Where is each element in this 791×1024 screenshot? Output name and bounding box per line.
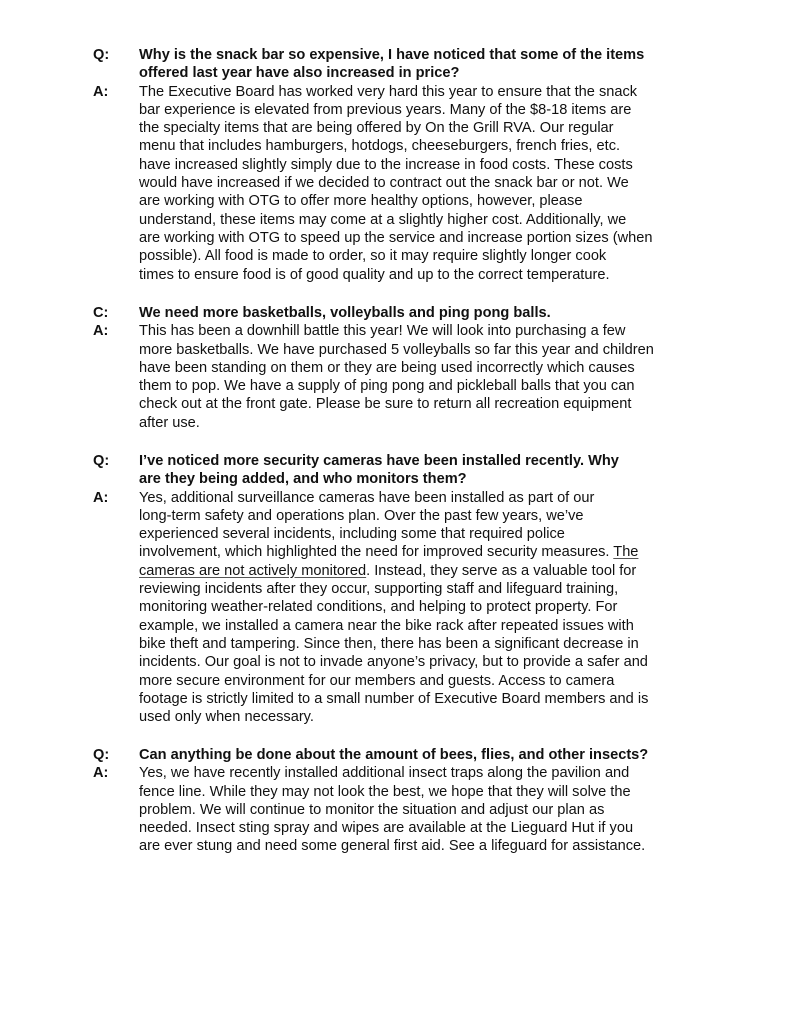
answer-fragment: . Instead, they serve as a valuable tool for	[366, 562, 637, 579]
faq-item-security-cameras	[93, 452, 713, 726]
answer-line: long-term safety and operations plan. Over the past few years, we’ve	[139, 507, 584, 524]
answer-line: possible). All food is made to order, so it may require slightly longer cook	[139, 248, 607, 265]
question-line: Can anything be done about the amount of bees, flies, and other insects?	[139, 747, 649, 763]
answer-line: have been standing on them or they are being used incorrectly which causes	[139, 359, 635, 376]
answer-line: monitoring weather-related conditions, and helping to protect property. For	[139, 599, 618, 616]
answer-line: Yes, we have recently installed additional insect traps along the pavilion and	[139, 765, 630, 782]
question-label: Q:	[93, 47, 110, 63]
answer-line: example, we installed a camera near the bike rack after repeated issues with	[139, 617, 634, 634]
answer-text	[139, 83, 713, 284]
question-line: Why is the snack bar so expensive, I have noticed that some of the items	[139, 47, 645, 63]
comment-row	[93, 304, 713, 322]
question-line: I’ve noticed more security cameras have been installed recently. Why	[139, 453, 619, 469]
faq-item-insects	[93, 746, 713, 856]
answer-label: A:	[93, 323, 109, 340]
question-label: Q:	[93, 747, 110, 763]
answer-line: would have increased if we decided to contract out the snack bar or not. We	[139, 175, 629, 192]
faq-item-sports-balls	[93, 304, 713, 432]
answer-label: A:	[93, 83, 109, 100]
question-text	[139, 46, 713, 83]
answer-fragment: involvement, which highlighted the need for improved security measures.	[139, 544, 614, 561]
comment-line: We need more basketballs, volleyballs and ping pong balls.	[139, 305, 551, 321]
answer-line	[139, 543, 713, 561]
question-label: Q:	[93, 453, 110, 469]
answer-line: are working with OTG to speed up the service and increase portion sizes (when	[139, 229, 653, 246]
underlined-emphasis: The	[613, 544, 639, 561]
answer-row	[93, 764, 713, 855]
answer-line: used only when necessary.	[139, 709, 314, 726]
question-text	[139, 452, 713, 489]
answer-text	[139, 322, 713, 432]
faq-item-snack-bar	[93, 46, 713, 284]
question-line: are they being added, and who monitors them?	[139, 471, 467, 488]
answer-line: needed. Insect sting spray and wipes are available at the Lieguard Hut if you	[139, 820, 634, 837]
question-line: offered last year have also increased in price?	[139, 65, 460, 82]
answer-line: are ever stung and need some general first aid. See a lifeguard for assistance.	[139, 838, 646, 855]
question-row	[93, 46, 713, 83]
underlined-emphasis: cameras are not actively monitored	[139, 562, 367, 579]
answer-label: A:	[93, 489, 109, 506]
answer-line: fence line. While they may not look the best, we hope that they will solve the	[139, 783, 631, 800]
answer-line: after use.	[139, 414, 200, 431]
comment-text	[139, 304, 713, 322]
answer-label: A:	[93, 765, 109, 782]
answer-line: menu that includes hamburgers, hotdogs, cheeseburgers, french fries, etc.	[139, 138, 621, 155]
answer-line: reviewing incidents after they occur, supporting staff and lifeguard training,	[139, 581, 619, 598]
answer-line: check out at the front gate. Please be sure to return all recreation equipment	[139, 396, 632, 413]
answer-text	[139, 764, 713, 855]
answer-line: experienced several incidents, including some that required police	[139, 526, 565, 543]
answer-row	[93, 489, 713, 727]
answer-line: The Executive Board has worked very hard this year to ensure that the snack	[139, 83, 638, 100]
question-row	[93, 452, 713, 489]
answer-line	[139, 562, 713, 580]
answer-line: more secure environment for our members and guests. Access to camera	[139, 672, 615, 689]
answer-line: bar experience is elevated from previous years. Many of the $8-18 items are	[139, 101, 632, 118]
comment-label: C:	[93, 305, 109, 321]
answer-text	[139, 489, 713, 727]
answer-line: This has been a downhill battle this year! We will look into purchasing a few	[139, 323, 626, 340]
answer-line: bike theft and tampering. Since then, there has been a significant decrease in	[139, 635, 639, 652]
question-row	[93, 746, 713, 764]
answer-line: times to ensure food is of good quality and up to the correct temperature.	[139, 266, 610, 283]
answer-line: Yes, additional surveillance cameras have been installed as part of our	[139, 489, 595, 506]
answer-line: problem. We will continue to monitor the situation and adjust our plan as	[139, 801, 605, 818]
answer-row	[93, 83, 713, 284]
answer-line: the specialty items that are being offered by On the Grill RVA. Our regular	[139, 120, 614, 137]
answer-line: have increased slightly simply due to the increase in food costs. These costs	[139, 156, 633, 173]
answer-line: more basketballs. We have purchased 5 volleyballs so far this year and children	[139, 341, 654, 358]
answer-line: them to pop. We have a supply of ping pong and pickleball balls that you can	[139, 378, 635, 395]
answer-line: incidents. Our goal is not to invade anyone’s privacy, but to provide a safer and	[139, 654, 648, 671]
answer-line: footage is strictly limited to a small number of Executive Board members and is	[139, 690, 649, 707]
question-text	[139, 746, 713, 764]
answer-line: are working with OTG to offer more healthy options, however, please	[139, 193, 583, 210]
answer-line: understand, these items may come at a slightly higher cost. Additionally, we	[139, 211, 627, 228]
answer-row	[93, 322, 713, 432]
